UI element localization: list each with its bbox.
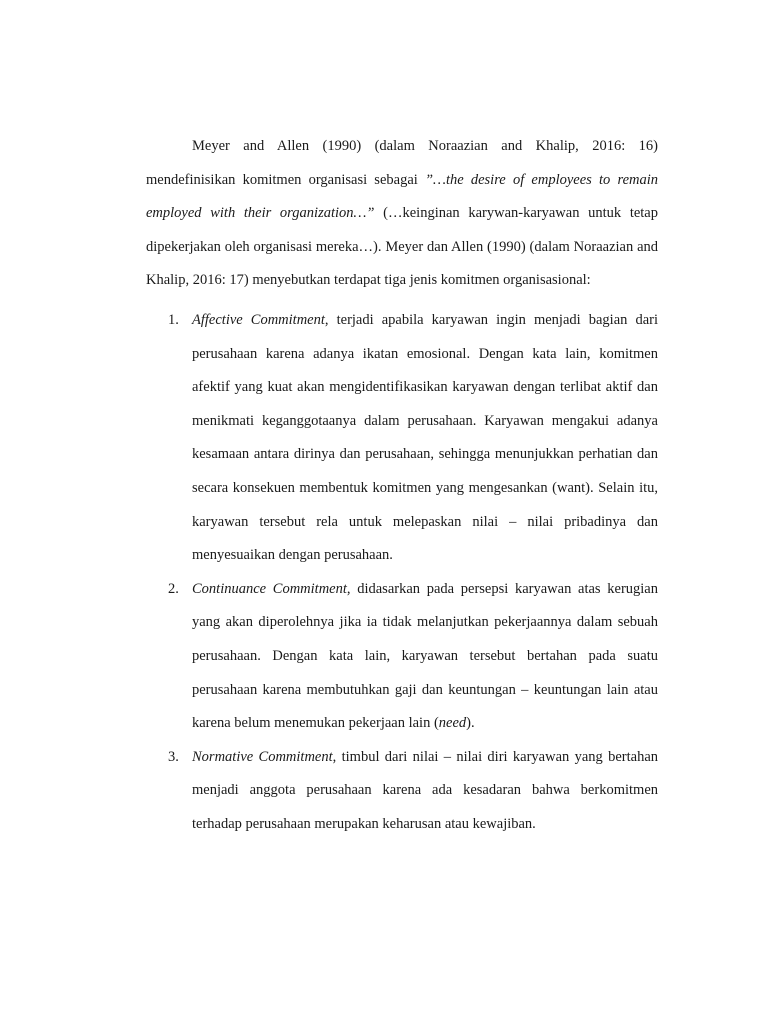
list-item-text: , didasarkan pada persepsi karyawan atas kerugian yang akan diperolehnya jika ia tidak melanjutkan pekerjaannya dalam sebuah perusahaan. Dengan kata lain, karyawan tersebut bertahan pada suatu perusahaan karena membutuhkan gaji dan keuntungan – keuntungan lain atau karena belum menemukan pekerjaan lain ( [192, 580, 658, 732]
list-item-number: 3. [168, 748, 179, 765]
document-body [146, 130, 658, 841]
intro-text-part2: (…keinginan karywan-karyawan untuk tetap dipekerjakan oleh organisasi mereka…). Meyer dan Allen (1990) (dalam Noraazian and Khalip, 2016: 17) menyebutkan terdapat tiga jenis komitmen organisasional: [146, 205, 658, 289]
list-item-term: Normative Commitment [192, 748, 333, 765]
commitment-list [146, 304, 658, 842]
list-item-term: Affective Commitment [192, 311, 325, 328]
list-item [146, 573, 658, 741]
list-item-text: , timbul dari nilai – nilai diri karyawan yang bertahan menjadi anggota perusahaan karena ada kesadaran bahwa berkomitmen terhadap perusahaan merupakan keharusan atau kewajiban. [192, 748, 658, 832]
list-item-number: 1. [168, 311, 179, 328]
intro-text-part1: Meyer and Allen (1990) (dalam Noraazian and Khalip, 2016: 16) mendefinisikan komitmen organisasi sebagai [146, 138, 658, 188]
list-item-tail: ). [466, 715, 475, 732]
list-item [146, 304, 658, 573]
list-item [146, 741, 658, 842]
list-item-tail-italic: need [438, 715, 467, 732]
list-item-term: Continuance Commitment [192, 580, 347, 597]
intro-paragraph [146, 130, 658, 298]
list-item-number: 2. [168, 580, 179, 597]
intro-quote: ”…the desire of employees to remain employed with their organization…” [146, 171, 659, 222]
list-item-text: , terjadi apabila karyawan ingin menjadi bagian dari perusahaan karena adanya ikatan emosional. Dengan kata lain, komitmen afektif yang kuat akan mengidentifikasikan karyawan dengan terlibat aktif dan menikmati keganggotaanya dalam perusahaan. Karyawan mengakui adanya kesamaan antara dirinya dan perusahaan, sehingga menunjukkan perhatian dan secara konsekuen membentuk komitmen yang mengesankan (want). Selain itu, karyawan tersebut rela untuk melepaskan nilai – nilai pribadinya dan menyesuaikan dengan perusahaan. [192, 311, 659, 564]
